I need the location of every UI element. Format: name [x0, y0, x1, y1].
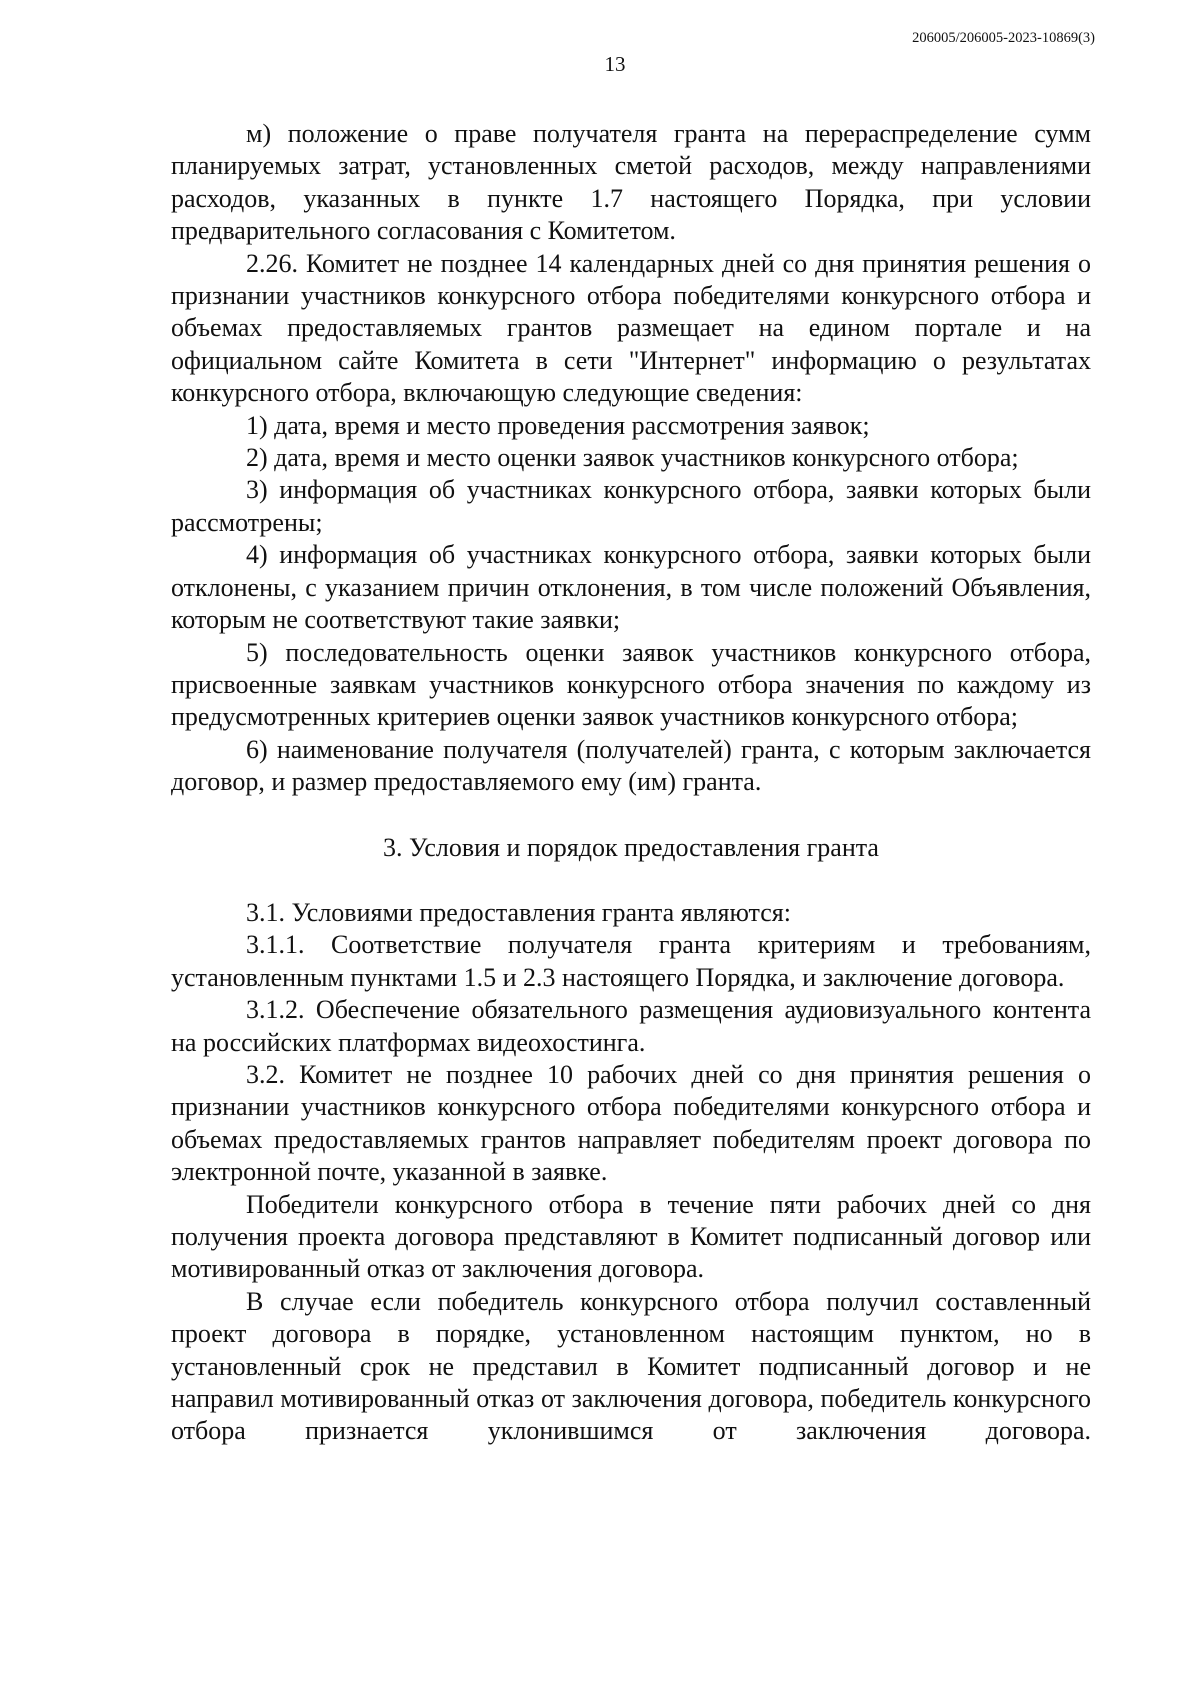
paragraph-evasion: В случае если победитель конкурсного отбора получил составленный проект договора в порядке, установленном настоящим пунктом, но в установленный срок не представил в Комитет подписанный договор и не направил мотивированный отказ от заключения договора, победитель конкурсного отбора признается уклонившимся от заключения договора. — [171, 1286, 1091, 1446]
paragraph-3-1-2: 3.1.2. Обеспечение обязательного размещения аудиовизуального контента на российских платформах видеохостинга. — [171, 995, 1091, 1057]
paragraph-3-1-1: 3.1.1. Соответствие получателя гранта критериям и требованиям, установленным пунктами 1.5 и 2.3 настоящего Порядка, и заключение договора. — [171, 930, 1091, 992]
paragraph-3-1: 3.1. Условиями предоставления гранта являются: — [246, 897, 791, 927]
list-item-6: 6) наименование получателя (получателей) гранта, с которым заключается договор, и размер предоставляемого ему (им) гранта. — [171, 734, 1091, 797]
list-item-1: 1) дата, время и место проведения рассмотрения заявок; — [246, 410, 870, 440]
page-number: 13 — [604, 52, 626, 76]
paragraph-winners: Победители конкурсного отбора в течение пяти рабочих дней со дня получения проекта договора представляют в Комитет подписанный договор или мотивированный отказ от заключения договора. — [171, 1189, 1091, 1284]
list-item-3: 3) информация об участниках конкурсного отбора, заявки которых были рассмотрены; — [171, 475, 1091, 537]
document-id: 206005/206005-2023-10869(3) — [912, 30, 1095, 46]
paragraph-m: м) положение о праве получателя гранта на перераспределение сумм планируемых затрат, установленных сметой расходов, между направлениями расходов, указанных в пункте 1.7 настоящего Порядка, при условии предварительного согласования с Комитетом. — [171, 119, 1091, 246]
paragraph-2-26: 2.26. Комитет не позднее 14 календарных дней со дня принятия решения о признании участников конкурсного отбора победителями конкурсного отбора и объемах предоставляемых грантов размещает на едином портале и на официальном сайте Комитета в сети "Интернет" информацию о результатах конкурсного отбора, включающую следующие сведения: — [171, 248, 1091, 408]
paragraph-3-2: 3.2. Комитет не позднее 10 рабочих дней со дня принятия решения о признании участников конкурсного отбора победителями конкурсного отбора и объемах предоставляемых грантов направляет победителям проект договора по электронной почте, указанной в заявке. — [171, 1059, 1091, 1187]
list-item-2: 2) дата, время и место оценки заявок участников конкурсного отбора; — [246, 443, 1019, 473]
document-body — [171, 118, 1091, 1448]
list-item-4: 4) информация об участниках конкурсного отбора, заявки которых были отклонены, с указанием причин отклонения, в том числе положений Объявления, которым не соответствуют такие заявки; — [171, 540, 1091, 635]
section-title: 3. Условия и порядок предоставления гранта — [383, 832, 879, 862]
list-item-5: 5) последовательность оценки заявок участников конкурсного отбора, присвоенные заявкам участников конкурсного отбора значения по каждому из предусмотренных критериев оценки заявок участников конкурсного отбора; — [171, 637, 1091, 732]
